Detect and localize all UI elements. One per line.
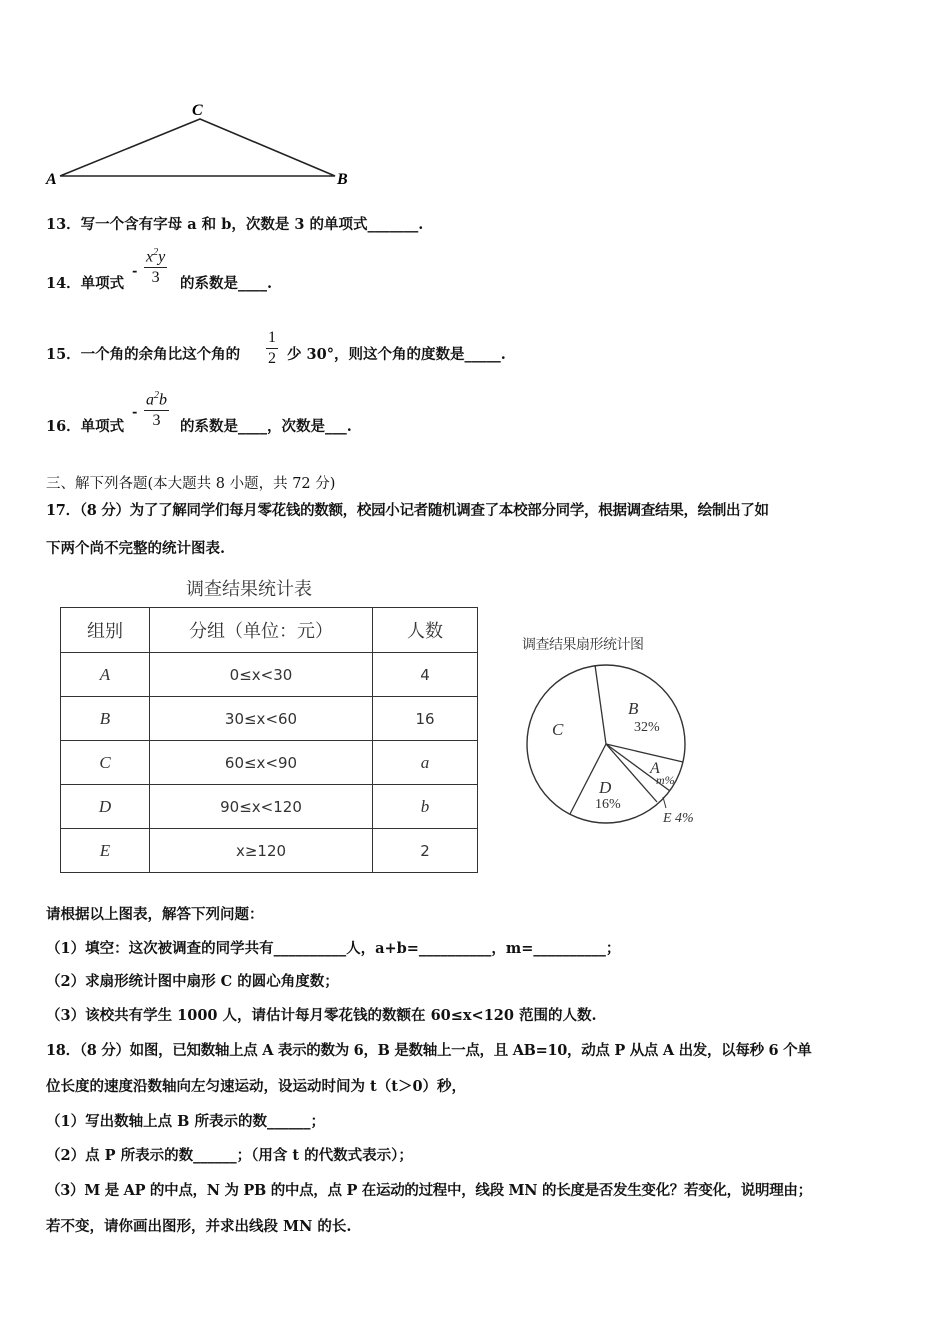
question-16-fraction xyxy=(144,390,169,430)
q14-den: 3 xyxy=(151,269,160,287)
q16-den: 3 xyxy=(152,412,161,430)
section-3-heading: 三、解下列各题(本大题共 8 小题，共 72 分) xyxy=(46,476,336,492)
question-18-part-1: （1）写出数轴上点 B 所表示的数______； xyxy=(46,1113,325,1130)
q16-num-sup: 2 xyxy=(154,390,159,401)
question-18-part-3: （3）M 是 AP 的中点，N 为 PB 的中点，点 P 在运动的过程中，线段 MN 的长度是否发生变化？若变化，说明理由； xyxy=(46,1182,812,1199)
table-cell-group: E xyxy=(61,829,150,873)
question-14-fraction xyxy=(144,247,167,287)
table-cell-count: 4 xyxy=(373,653,478,697)
question-16-suffix: 的系数是____，次数是___. xyxy=(180,418,352,435)
question-17-line-2: 下两个尚不完整的统计图表. xyxy=(46,540,226,557)
question-18-part-2: （2）点 P 所表示的数______；（用含 t 的代数式表示）； xyxy=(46,1147,413,1164)
table-cell-count: 16 xyxy=(373,697,478,741)
pie-chart xyxy=(520,655,720,835)
table-cell-group: D xyxy=(61,785,150,829)
triangle-lines xyxy=(60,119,335,176)
table-row xyxy=(61,653,478,697)
q14-num-base: x xyxy=(146,248,154,266)
pie-label-c: C xyxy=(552,720,564,739)
question-13: 13．写一个含有字母 a 和 b，次数是 3 的单项式_______. xyxy=(46,216,424,233)
table-cell-group: C xyxy=(61,741,150,785)
table-header-range: 分组（单位：元） xyxy=(150,608,373,653)
pie-divider-c-b xyxy=(595,665,606,744)
question-15-suffix: 少 30°，则这个角的度数是_____. xyxy=(287,346,506,363)
table-row xyxy=(61,829,478,873)
q15-den: 2 xyxy=(268,350,276,367)
question-15-fraction xyxy=(266,329,278,368)
triangle-label-c: C xyxy=(192,102,203,119)
question-18-part-3-continued: 若不变，请你画出图形，并求出线段 MN 的长. xyxy=(46,1218,352,1235)
table-cell-count: b xyxy=(373,785,478,829)
question-14-minus: - xyxy=(132,264,138,279)
question-18-line-1: 18．（8 分）如图，已知数轴上点 A 表示的数为 6，B 是数轴上一点，且 AB=10，动点 P 从点 A 出发，以每秒 6 个单 xyxy=(46,1042,812,1059)
question-17-prompt: 请根据以上图表，解答下列问题： xyxy=(46,906,264,923)
table-cell-count: a xyxy=(373,741,478,785)
pie-label-b: B xyxy=(628,699,639,718)
table-row xyxy=(61,741,478,785)
pie-pct-a: m% xyxy=(656,773,675,787)
pie-pct-b: 32% xyxy=(634,720,660,735)
question-18-line-2: 位长度的速度沿数轴向左匀速运动，设运动时间为 t（t＞0）秒， xyxy=(46,1078,467,1095)
q14-num-sup: 2 xyxy=(153,247,159,258)
pie-label-e: E 4% xyxy=(663,811,694,826)
table-cell-group: A xyxy=(61,653,150,697)
table-cell-count: 2 xyxy=(373,829,478,873)
table-row xyxy=(61,785,478,829)
pie-label-a: A xyxy=(650,760,660,777)
triangle-label-a: A xyxy=(46,171,57,188)
table-cell-range: 60≤x<90 xyxy=(150,741,373,785)
pie-leader-e xyxy=(663,797,666,808)
table-cell-range: 90≤x<120 xyxy=(150,785,373,829)
table-cell-range: 0≤x<30 xyxy=(150,653,373,697)
question-14-prefix: 14．单项式 xyxy=(46,275,125,292)
q16-num-base: a xyxy=(146,391,154,409)
question-17-line-1: 17．（8 分）为了了解同学们每月零花钱的数额，校园小记者随机调查了本校部分同学，根据调查结果，绘制出了如 xyxy=(46,502,769,519)
q14-num-tail: y xyxy=(158,248,166,266)
triangle-figure xyxy=(40,95,370,195)
question-14-suffix: 的系数是____. xyxy=(180,275,273,292)
table-title: 调查结果统计表 xyxy=(186,579,312,600)
question-15-prefix: 15．一个角的余角比这个角的 xyxy=(46,346,241,363)
table-row xyxy=(61,697,478,741)
question-17-part-1: （1）填空：这次被调查的同学共有__________人，a+b=__________，m=__________； xyxy=(46,940,621,957)
q16-num-tail: b xyxy=(159,391,167,409)
triangle-label-b: B xyxy=(337,171,348,188)
pie-pct-d: 16% xyxy=(595,797,621,812)
table-cell-range: x≥120 xyxy=(150,829,373,873)
table-cell-group: B xyxy=(61,697,150,741)
question-16-prefix: 16．单项式 xyxy=(46,418,125,435)
stats-table xyxy=(60,607,478,873)
question-17-part-2: （2）求扇形统计图中扇形 C 的圆心角度数； xyxy=(46,973,339,990)
pie-chart-title: 调查结果扇形统计图 xyxy=(522,637,644,653)
pie-label-d: D xyxy=(599,778,612,797)
table-header-group: 组别 xyxy=(61,608,150,653)
question-17-part-3: （3）该校共有学生 1000 人，请估计每月零花钱的数额在 60≤x<120 范围的人数. xyxy=(46,1007,597,1024)
table-header-count: 人数 xyxy=(373,608,478,653)
table-cell-range: 30≤x<60 xyxy=(150,697,373,741)
question-16-minus: - xyxy=(132,405,138,420)
q15-num: 1 xyxy=(268,329,276,346)
table-header-row xyxy=(61,608,478,653)
